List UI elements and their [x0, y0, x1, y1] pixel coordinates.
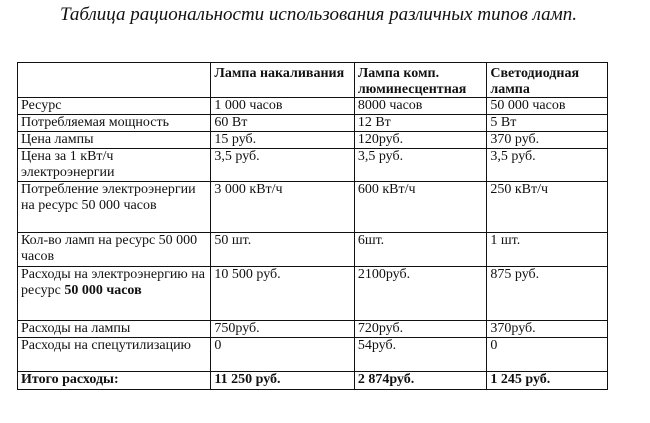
table-header-row	[18, 63, 608, 98]
row-label: Цена лампы	[18, 132, 211, 149]
total-value: 2 874руб.	[354, 372, 487, 390]
cell-value: 370руб.	[487, 321, 608, 338]
cell-value: 50 000 часов	[487, 98, 608, 115]
cell-value: 875 руб.	[487, 267, 608, 321]
cell-value: 10 500 руб.	[211, 267, 354, 321]
table-row	[18, 321, 608, 338]
cell-value: 1 000 часов	[211, 98, 354, 115]
row-label: Расходы на спецутилизацию	[18, 338, 211, 372]
row-label-text: Расходы на электроэнергию на ресурс	[21, 267, 205, 298]
cell-value: 250 кВт/ч	[487, 182, 608, 233]
cell-value: 8000 часов	[354, 98, 487, 115]
cell-value: 120руб.	[354, 132, 487, 149]
cell-value: 0	[211, 338, 354, 372]
total-value: 1 245 руб.	[487, 372, 608, 390]
row-label	[18, 267, 211, 321]
row-label: Кол-во ламп на ресурс 50 000 часов	[18, 233, 211, 267]
row-label: Потребление электроэнергии на ресурс 50 000 часов	[18, 182, 211, 233]
cell-value: 3 000 кВт/ч	[211, 182, 354, 233]
cell-value: 60 Вт	[211, 115, 354, 132]
row-label: Цена за 1 кВт/ч электроэнергии	[18, 149, 211, 182]
header-cell-incandescent: Лампа накаливания	[211, 63, 354, 98]
cell-value: 2100руб.	[354, 267, 487, 321]
cell-value: 12 Вт	[354, 115, 487, 132]
row-label: Потребляемая мощность	[18, 115, 211, 132]
cell-value: 750руб.	[211, 321, 354, 338]
page-title: Таблица рациональности использования различных типов ламп.	[60, 4, 577, 25]
header-cell-led: Светодиодная лампа	[487, 63, 608, 98]
row-label-bold: 50 000 часов	[64, 282, 142, 298]
table-row	[18, 182, 608, 233]
total-label: Итого расходы:	[18, 372, 211, 390]
cell-value: 3,5 руб.	[211, 149, 354, 182]
table-row	[18, 338, 608, 372]
cell-value: 600 кВт/ч	[354, 182, 487, 233]
table-row	[18, 149, 608, 182]
row-label: Ресурс	[18, 98, 211, 115]
cell-value: 370 руб.	[487, 132, 608, 149]
table-row	[18, 132, 608, 149]
lamp-comparison-table	[17, 62, 608, 390]
table-row	[18, 98, 608, 115]
cell-value: 15 руб.	[211, 132, 354, 149]
cell-value: 3,5 руб.	[487, 149, 608, 182]
total-value: 11 250 руб.	[211, 372, 354, 390]
cell-value: 0	[487, 338, 608, 372]
table-row	[18, 267, 608, 321]
total-row	[18, 372, 608, 390]
cell-value: 50 шт.	[211, 233, 354, 267]
cell-value: 5 Вт	[487, 115, 608, 132]
header-cell-fluorescent: Лампа комп. люминесцентная	[354, 63, 487, 98]
cell-value: 6шт.	[354, 233, 487, 267]
row-label: Расходы на лампы	[18, 321, 211, 338]
cell-value: 720руб.	[354, 321, 487, 338]
table-row	[18, 115, 608, 132]
table-row	[18, 233, 608, 267]
header-cell-empty	[18, 63, 211, 98]
cell-value: 1 шт.	[487, 233, 608, 267]
cell-value: 54руб.	[354, 338, 487, 372]
cell-value: 3,5 руб.	[354, 149, 487, 182]
